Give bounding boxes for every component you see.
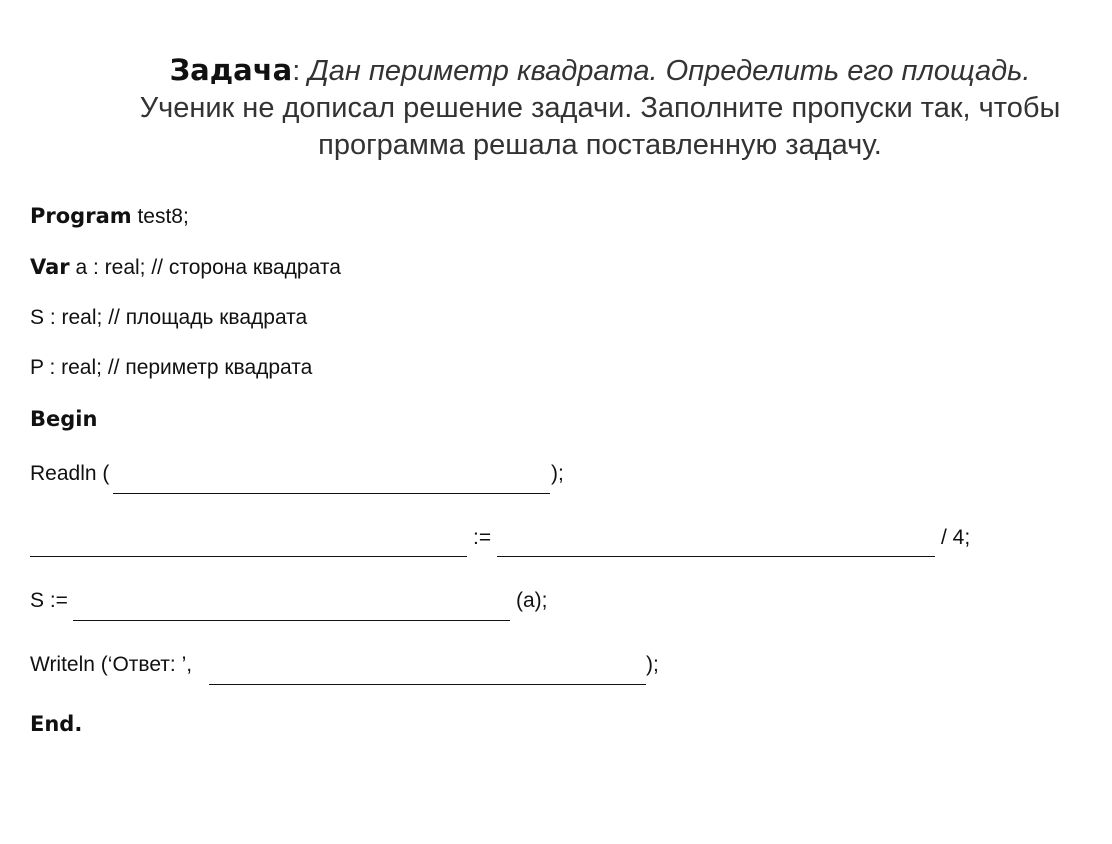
- end-line: [30, 711, 82, 738]
- task-title-line: [100, 52, 1100, 90]
- assign-target-blank[interactable]: [30, 556, 467, 557]
- writeln-suffix: );: [646, 653, 659, 676]
- readln-prefix: Readln (: [30, 462, 110, 485]
- task-header: [100, 52, 1100, 164]
- s-assign-suffix: (a);: [516, 589, 548, 612]
- writeln-prefix: Writeln (‘Ответ: ’,: [30, 653, 193, 676]
- var-s-declaration: S : real; // площадь квадрата: [30, 306, 308, 329]
- var-keyword: Var: [30, 255, 70, 279]
- var-p-declaration: P : real; // периметр квадрата: [30, 356, 313, 379]
- writeln-blank[interactable]: [209, 684, 646, 685]
- readln-suffix: );: [551, 462, 564, 485]
- task-word: Задача: [169, 53, 293, 87]
- task-statement: Дан периметр квадрата. Определить его площадь.: [300, 55, 1031, 87]
- program-keyword: Program: [30, 204, 132, 228]
- program-name: test8;: [131, 205, 189, 228]
- var-a-declaration: a : real; // сторона квадрата: [69, 256, 341, 279]
- assign-suffix: / 4;: [941, 526, 971, 549]
- end-keyword: End.: [30, 712, 83, 736]
- s-assign-prefix: S :=: [30, 589, 68, 612]
- assign-value-blank[interactable]: [497, 556, 935, 557]
- readln-blank[interactable]: [113, 493, 550, 494]
- s-function-blank[interactable]: [73, 620, 510, 621]
- begin-line: [30, 406, 97, 433]
- program-line: [30, 203, 189, 230]
- var-line: [30, 254, 341, 281]
- assign-operator: :=: [473, 526, 492, 549]
- begin-keyword: Begin: [30, 407, 98, 431]
- task-instruction-line-1: Ученик не дописал решение задачи. Заполните пропуски так, чтобы: [139, 92, 1061, 124]
- task-colon: :: [292, 55, 301, 87]
- task-instruction-line-2: программа решала поставленную задачу.: [318, 129, 882, 161]
